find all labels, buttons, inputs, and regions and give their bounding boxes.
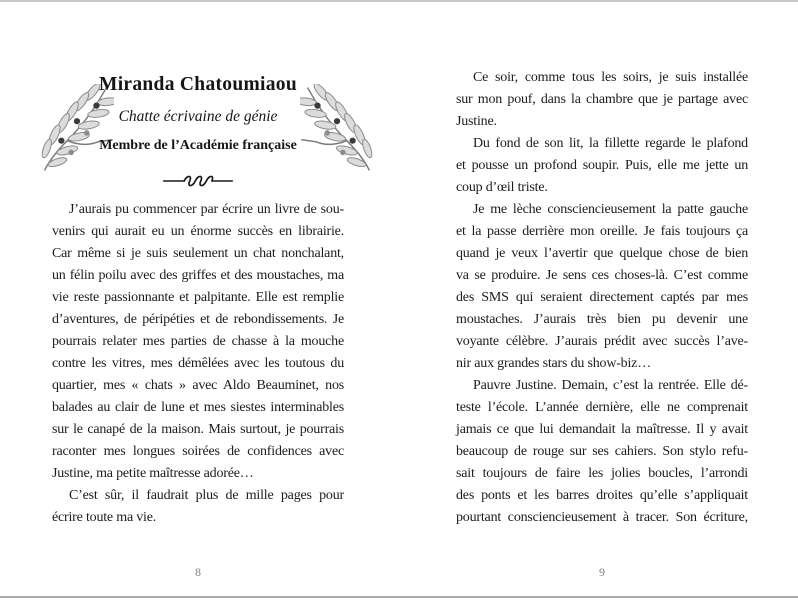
text-line: quand je veux l’avertir que quelque chose de bien [456, 246, 748, 261]
chapter-author-affiliation: Membre de l’Académie française [99, 138, 297, 153]
text-line: écrire toute ma vie. [52, 510, 157, 525]
text-line: teste l’école. L’année dernière, elle ne comprenait [456, 400, 748, 415]
text-line: Ce soir, comme tous les soirs, je suis installée [473, 70, 748, 85]
text-line: vie reste passionnante et palpitante. Elle est remplie [52, 290, 344, 305]
text-line: Justine. [456, 114, 497, 129]
left-page-text [52, 199, 344, 529]
paragraph [456, 199, 748, 375]
paragraph [456, 67, 748, 133]
paragraph [456, 133, 748, 199]
text-line: et pousse un profond soupir. Puis, elle me jette un [456, 158, 748, 173]
right-page-number: 9 [599, 565, 605, 579]
bottom-divider-line [0, 596, 798, 598]
text-line: Car même si je suis seulement un chat nonchalant, [52, 246, 344, 261]
text-line: J’aurais pu commencer par écrire un livre de sou- [69, 202, 344, 217]
paragraph [456, 375, 748, 529]
text-line: beaucoup de rouge sur ses cahiers. Son stylo refu- [456, 444, 748, 459]
text-line: Du fond de son lit, la fillette regarde le plafond [473, 136, 748, 151]
text-line: pourrais relater mes parties de chasse à la mouche [52, 334, 344, 349]
text-line: d’aventures, de péripéties et de rebondissements. Je [52, 312, 344, 327]
text-line: sait toujours de faire les jolies boucles, l’arrondi [456, 466, 748, 481]
text-line: un félin poilu avec des griffes et des moustaches, ma [52, 268, 344, 283]
text-line: sur mon pouf, dans la chambre que je partage avec [456, 92, 748, 107]
text-line: Pauvre Justine. Demain, c’est la rentrée. Elle dé- [473, 378, 748, 393]
text-line: Justine, ma petite maîtresse adorée… [52, 466, 254, 481]
right-page [399, 0, 798, 601]
text-line: Je me lèche consciencieusement la patte gauche [473, 202, 748, 217]
text-line: raconter mes longues soirées de confidences avec [52, 444, 344, 459]
text-line: voyante célèbre. J’aurais prédit avec succès l’ave- [456, 334, 748, 349]
text-line: va se produire. Je sens ces choses-là. C’est comme [456, 268, 748, 283]
text-line: nir aux grandes stars du show-biz… [456, 356, 651, 371]
text-line: coup d’œil triste. [456, 180, 548, 195]
right-page-text [456, 67, 748, 529]
text-line: jamais ce que lui demandait la maîtresse. Il y avait [456, 422, 748, 437]
text-line: contre les vitres, mes démêlées avec les toutous du [52, 356, 344, 371]
text-line: balades au clair de lune et mes siestes interminables [52, 400, 344, 415]
chapter-author-subtitle: Chatte écrivaine de génie [118, 108, 278, 125]
paragraph [52, 485, 344, 529]
text-line: quartier, mes « chats » avec Aldo Beauminet, nos [52, 378, 344, 393]
paragraph [52, 199, 344, 485]
olive-branch-icon [38, 84, 114, 174]
left-page-number: 8 [195, 565, 201, 579]
rope-twist-divider-icon [162, 174, 234, 188]
text-line: sur le canapé de la maison. Mais surtout, je pourrais [52, 422, 344, 437]
text-line: moustaches. J’aurais très bien pu devenir une [456, 312, 748, 327]
text-line: des ponts et les barres droites qu’elle s’appliquait [456, 488, 748, 503]
text-line: des SMS qui seraient directement captés par mes [456, 290, 748, 305]
chapter-author-title: Miranda Chatoumiaou [98, 74, 297, 95]
text-line: et la passe derrière mon oreille. Je fais toujours ça [456, 224, 748, 239]
olive-branch-icon-mirrored [300, 84, 376, 174]
text-line: C’est sûr, il faudrait plus de mille pages pour [69, 488, 344, 503]
text-line: venirs qui aurait eu un énorme succès en librairie. [52, 224, 344, 239]
text-line: pourtant consciencieusement à tracer. Son écriture, [456, 510, 748, 525]
